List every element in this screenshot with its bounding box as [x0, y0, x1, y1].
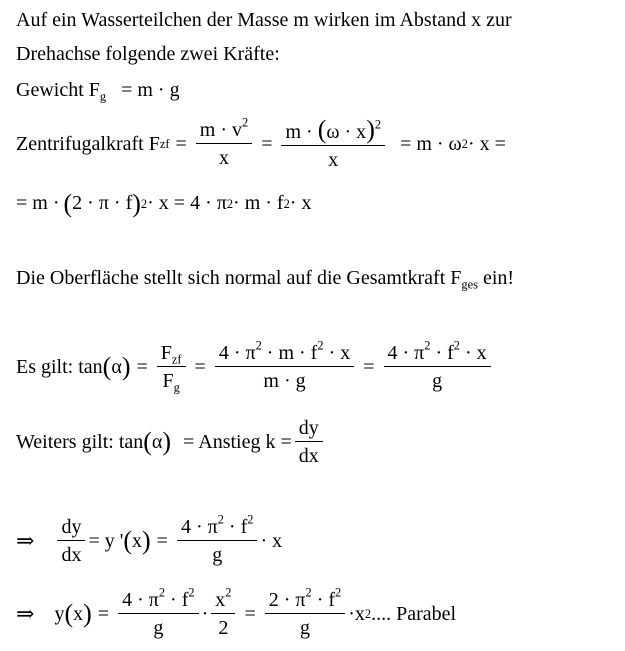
derivative-formula: ⇒ $\frac{dy}{dx}$ = y ' ( x ) = $\frac{4 \cdot \pi^2 \cdot f^2}{g}$ · x — [16, 512, 283, 566]
fraction-4pi2f2-g-2: $\frac{4 \cdot \pi^2 \cdot f^2}{g}$ — [118, 590, 199, 638]
fraction-x2-2: $\frac{x^2}{2}$ — [211, 590, 235, 638]
fraction-fzf-fg: $\frac{F_{zf}}{F_g}$ — [157, 343, 186, 391]
fraction-dy-dx-2: $\frac{dy}{dx}$ — [57, 517, 85, 565]
fraction-4pi2f2-g: $\frac{4 \cdot \pi^2 \cdot f^2}{g}$ — [177, 517, 258, 565]
tan-alpha-formula: Es gilt: tan ( α ) = $\frac{F_{zf}}{F_g}$ = $\frac{4 \cdot \pi^2 \cdot m \cdot f^2 \cdot x}{m \cdot g}$ = $\frac{4 \cdot \pi^2 \cdot f^2 \cdot x}{g}$ — [16, 343, 494, 391]
intro-line-2: Drehachse folgende zwei Kräfte: — [16, 43, 280, 65]
fraction-2pi2f2-g: $\frac{2 \cdot \pi^2 \cdot f^2}{g}$ — [265, 590, 346, 638]
fraction-mv2-x: $\frac{m \cdot v^2}{x}$ — [196, 120, 252, 168]
gewicht-formula: Gewicht $F_g = m \cdot g$ — [16, 79, 180, 104]
zentrifugal-formula: Zentrifugalkraft F zf = $\frac{m \cdot v^2}{x}$ = $\frac{m \cdot (\omega \cdot x)^2}{x}$ = m · ω 2 · x = — [16, 115, 506, 171]
slope-formula: Weiters gilt: tan ( α ) = Anstieg k = $\frac{dy}{dx}$ — [16, 418, 326, 466]
fraction-4pi2mf2x-mg: $\frac{4 \cdot \pi^2 \cdot m \cdot f^2 \cdot x}{m \cdot g}$ — [215, 343, 354, 391]
zentrifugal-continued: = m · ( 2 · π · f ) 2 · x = 4 · π 2 · m · f 2 · x — [16, 189, 312, 218]
implies-arrow-icon: ⇒ — [16, 528, 35, 553]
intro-line-1: Auf ein Wasserteilchen der Masse m wirken im Abstand x zur — [16, 9, 512, 31]
fraction-4pi2f2x-g: $\frac{4 \cdot \pi^2 \cdot f^2 \cdot x}{g}$ — [384, 343, 491, 391]
fraction-dy-dx: $\frac{dy}{dx}$ — [295, 418, 323, 466]
parabola-formula: ⇒ y ( x ) = $\frac{4 \cdot \pi^2 \cdot f^2}{g}$ · $\frac{x^2}{2}$ = $\frac{2 \cdot \pi^2 \cdot f^2}{g}$ · x 2 .... Parabel — [16, 585, 457, 639]
fraction-m-omega-x: $\frac{m \cdot (\omega \cdot x)^2}{x}$ — [281, 118, 385, 170]
surface-statement: Die Oberfläche stellt sich normal auf die Gesamtkraft $F_{ges}$ ein! — [16, 267, 515, 292]
implies-arrow-icon-2: ⇒ — [16, 601, 35, 626]
